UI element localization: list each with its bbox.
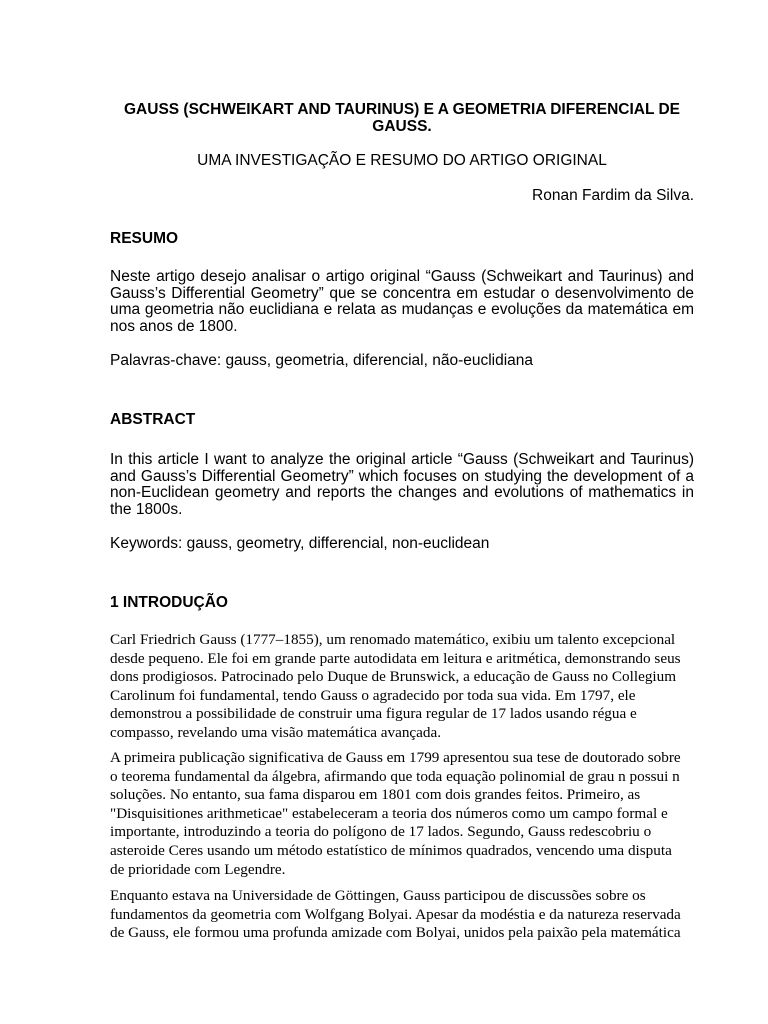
resumo-keywords: Palavras-chave: gauss, geometria, diferencial, não-euclidiana [110, 352, 534, 369]
abstract-text: In this article I want to analyze the original article “Gauss (Schweikart and Taurinus) and Gauss’s Differential Geometry” which focuses on studying the development of a non-Euclidean geometry and reports the changes and evolutions of mathematics in the 1800s. [110, 451, 694, 518]
abstract-keywords: Keywords: gauss, geometry, differencial, non-euclidean [110, 535, 490, 552]
intro-p1-line: Carolinum foi fundamental, tendo Gauss o agradecido por toda sua vida. Em 1797, ele [110, 686, 636, 704]
resumo-text: Neste artigo desejo analisar o artigo original “Gauss (Schweikart and Taurinus) and Gauss’s Differential Geometry” que se concentra em estudar o desenvolvimento de uma geometria não euclidiana e relata as mudanças e evoluções da matemática em nos anos de 1800. [110, 268, 694, 335]
intro-p2-line: soluções. No entanto, sua fama disparou em 1801 com dois grandes feitos. Primeiro, as [110, 786, 641, 804]
resumo-heading: RESUMO [110, 230, 179, 247]
intro-paragraph-2 [110, 749, 696, 879]
document-subtitle: UMA INVESTIGAÇÃO E RESUMO DO ARTIGO ORIGINAL [197, 152, 607, 169]
intro-p2-line: importante, introduzindo a teoria do polígono de 17 lados. Segundo, Gauss redescobriu o [110, 823, 652, 841]
intro-p2-line: "Disquisitiones arithmeticae" estabeleceram a teoria dos números como um campo formal e [110, 804, 668, 822]
intro-p1-line: compasso, revelando uma visão matemática avançada. [110, 723, 442, 741]
intro-p3-line: de Gauss, ele formou uma profunda amizade com Bolyai, unidos pela paixão pela matemática [110, 924, 681, 942]
intro-p3-line: fundamentos da geometria com Wolfgang Bolyai. Apesar da modéstia e da natureza reservada [110, 905, 681, 923]
intro-paragraph-3 [110, 887, 696, 943]
intro-p1-line: dons prodigiosos. Patrocinado pelo Duque de Brunswick, a educação de Gauss no Collegium [110, 668, 677, 686]
intro-p1-line: desde pequeno. Ele foi em grande parte autodidata em leitura e aritmética, demonstrando seus [110, 649, 681, 667]
intro-p2-line: asteroide Ceres usando um método estatístico de mínimos quadrados, vencendo uma disputa [110, 841, 672, 859]
document-author: Ronan Fardim da Silva. [532, 187, 694, 204]
abstract-heading: ABSTRACT [110, 411, 196, 428]
intro-p2-line: de prioridade com Legendre. [110, 860, 286, 878]
intro-paragraph-1 [110, 631, 696, 743]
intro-p2-line: A primeira publicação significativa de Gauss em 1799 apresentou sua tese de doutorado sobre [110, 749, 681, 766]
intro-p2-line: o teorema fundamental da álgebra, afirmando que toda equação polinomial de grau n possui n [110, 767, 680, 785]
intro-p3-line: Enquanto estava na Universidade de Göttingen, Gauss participou de discussões sobre os [110, 887, 646, 904]
document-title: GAUSS (SCHWEIKART AND TAURINUS) E A GEOMETRIA DIFERENCIAL DE GAUSS. [124, 101, 680, 135]
introducao-heading: 1 INTRODUÇÃO [110, 594, 228, 611]
intro-p1-line: demonstrou a possibilidade de construir uma figura regular de 17 lados usando régua e [110, 705, 637, 723]
intro-p1-line: Carl Friedrich Gauss (1777–1855), um renomado matemático, exibiu um talento excepcional [110, 631, 676, 648]
